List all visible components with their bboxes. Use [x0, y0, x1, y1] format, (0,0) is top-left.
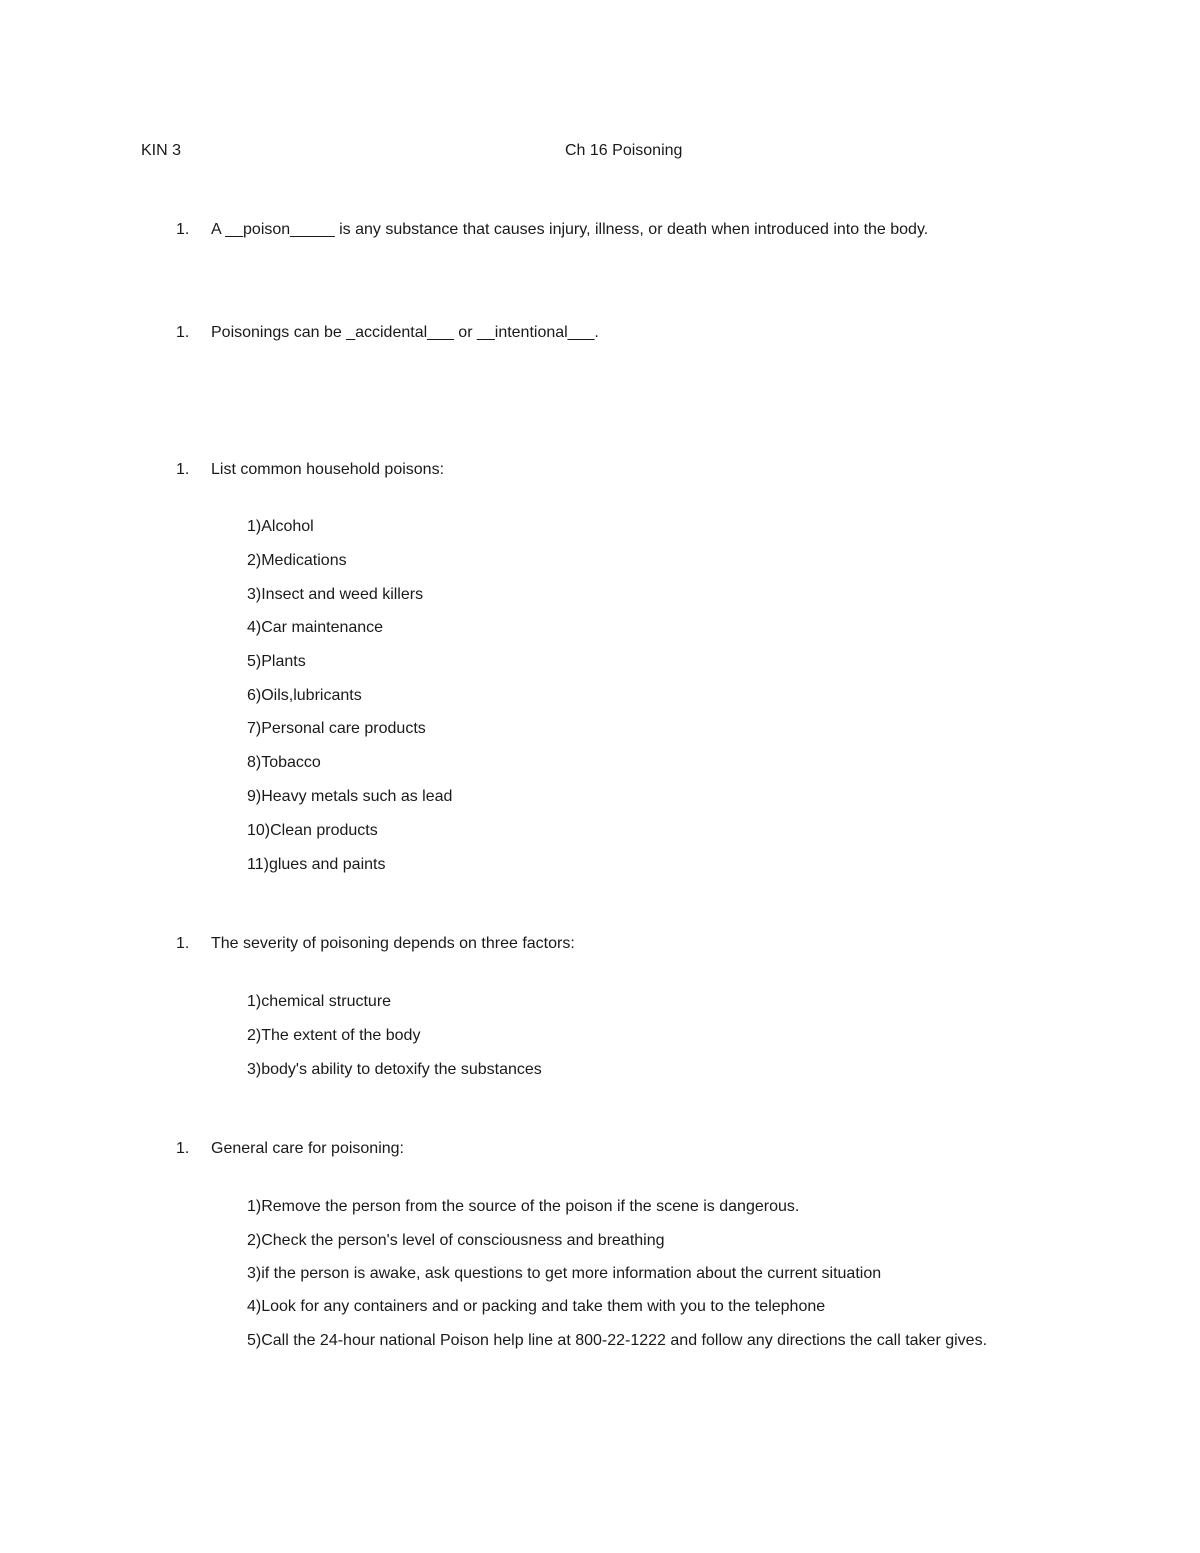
list-item: 1)Alcohol	[247, 518, 314, 535]
course-code: KIN 3	[141, 142, 182, 159]
question-number: 1.	[176, 1140, 190, 1157]
list-item: 3)body's ability to detoxify the substances	[247, 1061, 542, 1078]
question-number: 1.	[176, 461, 190, 478]
list-item: 6)Oils,lubricants	[247, 687, 362, 704]
question-number: 1.	[176, 221, 190, 238]
list-item: 10)Clean products	[247, 822, 378, 839]
list-item: 11)glues and paints	[247, 856, 386, 873]
list-item: 7)Personal care products	[247, 720, 426, 737]
list-item: 3)Insect and weed killers	[247, 586, 424, 603]
question-text: General care for poisoning:	[211, 1140, 404, 1157]
question-text: The severity of poisoning depends on three factors:	[211, 935, 575, 952]
list-item: 2)The extent of the body	[247, 1027, 421, 1044]
list-item: 5)Call the 24-hour national Poison help line at 800-22-1222 and follow any directions the call taker gives.	[247, 1332, 988, 1349]
list-item: 1)chemical structure	[247, 993, 392, 1010]
question-number: 1.	[176, 324, 190, 341]
list-item: 2)Medications	[247, 552, 347, 569]
list-item: 3)if the person is awake, ask questions to get more information about the current situation	[247, 1265, 882, 1282]
chapter-title: Ch 16 Poisoning	[565, 142, 683, 159]
list-item: 9)Heavy metals such as lead	[247, 788, 453, 805]
list-item: 4)Look for any containers and or packing and take them with you to the telephone	[247, 1298, 826, 1315]
list-item: 8)Tobacco	[247, 754, 321, 771]
list-item: 1)Remove the person from the source of the poison if the scene is dangerous.	[247, 1198, 800, 1215]
question-text: List common household poisons:	[211, 461, 445, 478]
list-item: 5)Plants	[247, 653, 306, 670]
question-text: Poisonings can be _accidental___ or __intentional___.	[211, 324, 599, 341]
list-item: 2)Check the person's level of consciousness and breathing	[247, 1232, 665, 1249]
question-number: 1.	[176, 935, 190, 952]
question-text: A __poison_____ is any substance that causes injury, illness, or death when introduced into the body.	[211, 221, 929, 238]
list-item: 4)Car maintenance	[247, 619, 384, 636]
